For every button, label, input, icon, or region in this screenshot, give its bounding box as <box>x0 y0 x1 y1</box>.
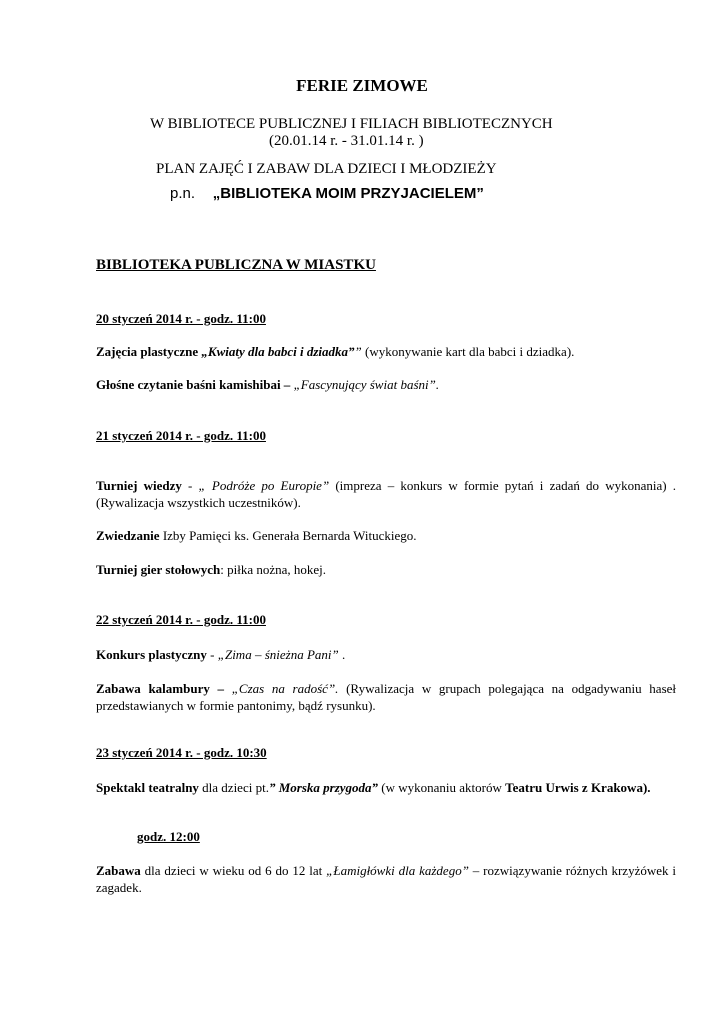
activity-name: Zajęcia plastyczne <box>96 344 202 359</box>
activity-title: „ Podróże po Europie” <box>198 478 330 493</box>
activity-description: : piłka nożna, hokej. <box>220 562 327 577</box>
header-motto-line <box>170 185 484 203</box>
day-date: 23 styczeń 2014 r. - godz. 10:30 <box>96 745 267 760</box>
quote-mark: ” <box>354 344 362 359</box>
activity-title: „Kwiaty dla babci i dziadka” <box>201 344 355 359</box>
day-date: 21 styczeń 2014 r. - godz. 11:00 <box>96 428 266 443</box>
activity-title: „Łamigłówki dla każdego” <box>326 863 469 878</box>
activity-description: Izby Pamięci ks. Generała Bernarda Wituckiego. <box>159 528 417 543</box>
activity-description: (w wykonaniu aktorów <box>378 780 506 795</box>
document-title: FERIE ZIMOWE <box>296 76 428 95</box>
header-line-library: W BIBLIOTECE PUBLICZNEJ I FILIACH BIBLIOTECZNYCH <box>150 116 553 132</box>
activity-separator: - <box>206 647 218 662</box>
activity-description: dla dzieci w wieku od 6 do 12 lat <box>140 863 327 878</box>
activity-title: ” Morska przygoda” <box>268 780 379 795</box>
header-dates: (20.01.14 r. - 31.01.14 r. ) <box>269 133 424 149</box>
activity-name: Zabawa <box>96 863 141 878</box>
activity-name: Spektakl teatralny <box>96 780 199 795</box>
activity-name: Turniej gier stołowych <box>96 562 221 577</box>
activity-title: „Zima – śnieżna Pani” <box>217 647 339 662</box>
activity-name: Konkurs plastyczny <box>96 647 207 662</box>
performer-name: Teatru Urwis z Krakowa). <box>505 780 651 795</box>
activity-name: Turniej wiedzy <box>96 478 182 493</box>
activity-name: Zabawa kalambury – <box>96 681 232 696</box>
activity-description: (wykonywanie kart dla babci i dziadka). <box>361 344 575 359</box>
day-date: 22 styczeń 2014 r. - godz. 11:00 <box>96 612 266 627</box>
pn-prefix: p.n. <box>170 185 196 202</box>
activity-item <box>96 343 676 360</box>
header-plan: PLAN ZAJĘĆ I ZABAW DLA DZIECI I MŁODZIEŻY <box>156 161 497 177</box>
activity-title: „Czas na radość”. <box>231 681 339 696</box>
motto: „BIBLIOTEKA MOIM PRZYJACIELEM” <box>212 185 484 202</box>
activity-name: Zwiedzanie <box>96 528 160 543</box>
activity-item <box>96 862 676 896</box>
activity-item <box>96 779 676 796</box>
activity-separator: - <box>181 478 199 493</box>
activity-description: (impreza – konkurs w formie pytań i zadań do wykonania) . (Rywalizacja wszystkich uczestników). <box>96 478 676 510</box>
activity-separator: dla dzieci pt. <box>198 780 269 795</box>
activity-description: – rozwiązywanie różnych krzyżówek i zagadek. <box>96 863 676 895</box>
activity-item <box>96 680 676 714</box>
day-date: 20 styczeń 2014 r. - godz. 11:00 <box>96 311 266 326</box>
activity-item <box>96 561 676 578</box>
activity-item <box>96 477 676 511</box>
activity-item <box>96 376 676 393</box>
activity-name: Głośne czytanie baśni kamishibai – <box>96 377 294 392</box>
activity-title: „Fascynujący świat baśni”. <box>293 377 440 392</box>
activity-description: (Rywalizacja w grupach polegająca na odgadywaniu haseł przedstawianych w formie pantonimy, bądź rysunku). <box>96 681 677 713</box>
activity-item <box>96 527 676 544</box>
activity-description: . <box>338 647 346 662</box>
activity-item <box>96 646 676 663</box>
sub-time: godz. 12:00 <box>137 829 200 844</box>
section-heading: BIBLIOTEKA PUBLICZNA W MIASTKU <box>96 257 376 273</box>
